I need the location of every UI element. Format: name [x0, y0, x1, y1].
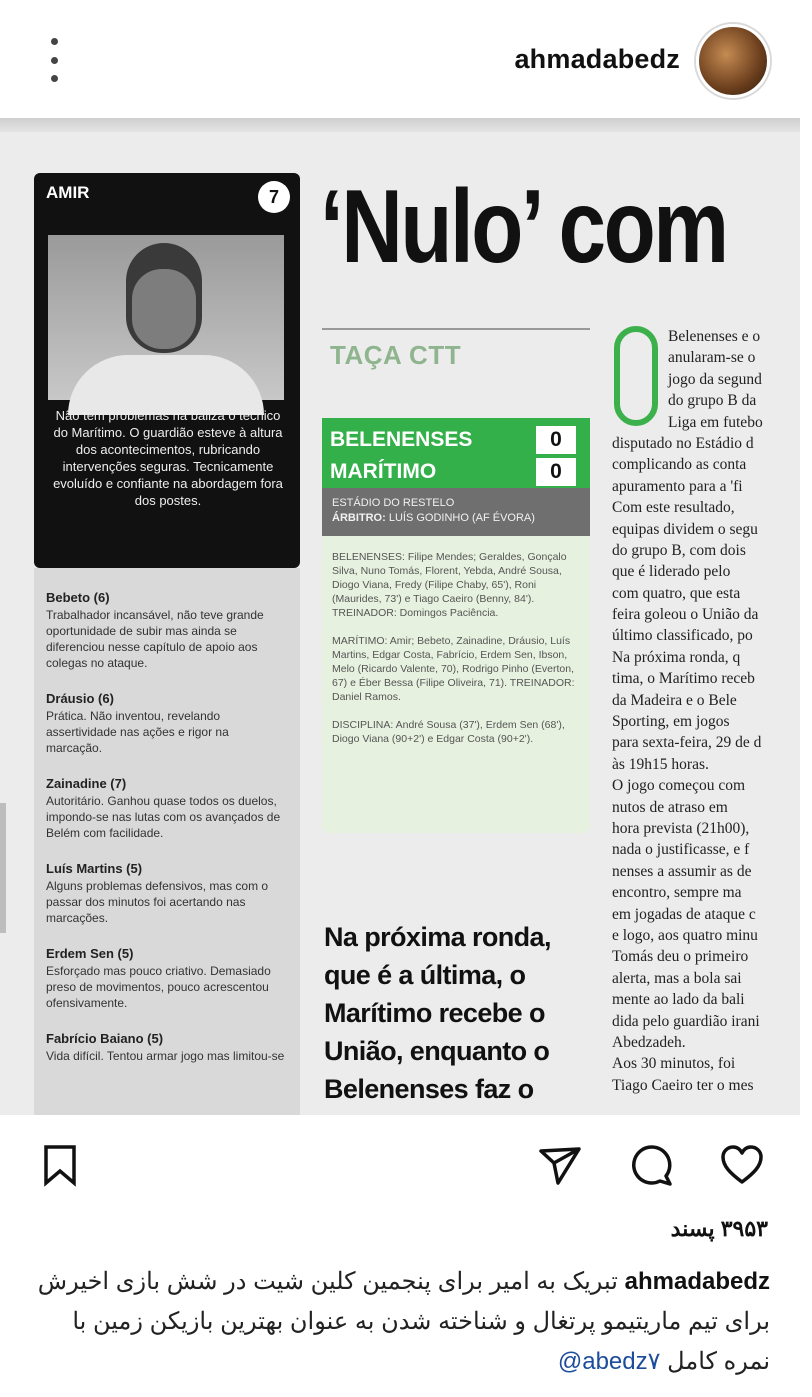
article-line: O jogo começou com — [612, 777, 746, 795]
player-name: Luís Martins (5) — [46, 861, 143, 876]
caption-username[interactable]: ahmadabedz — [624, 1268, 770, 1295]
page-edge — [0, 118, 800, 132]
article-line: em jogadas de ataque c — [612, 905, 756, 923]
more-options-icon[interactable] — [44, 38, 64, 82]
player-review: Trabalhador incansável, não teve grande oportunidade de subir mas ainda se diferenciou nesse capítulo de apoio aos colegas no ataque. — [46, 608, 264, 670]
player-photo — [48, 235, 284, 400]
player-name: Dráusio (6) — [46, 691, 114, 706]
referee-label: ÁRBITRO: — [332, 512, 386, 524]
player-review: Alguns problemas defensivos, mas com o passar dos minutos foi acertando nas marcações. — [46, 879, 269, 925]
article-line: Aos 30 minutos, foi — [612, 1055, 736, 1073]
article-line: com quatro, que esta — [612, 584, 741, 602]
bookmark-icon[interactable] — [38, 1143, 82, 1187]
article-line: Belenenses e o — [668, 328, 761, 345]
article-body — [612, 328, 812, 1098]
article-line: apuramento para a 'fi — [612, 477, 743, 495]
article-line: para sexta-feira, 29 de d — [612, 734, 762, 752]
match-info — [322, 488, 590, 536]
share-icon[interactable] — [538, 1143, 582, 1187]
article-line: tima, o Marítimo receb — [612, 670, 755, 688]
article-headline: ‘Nulo’ com — [320, 169, 727, 285]
article-line: nutos de atraso em — [612, 798, 728, 816]
article-line: Liga em futebo — [668, 413, 763, 431]
referee-line — [332, 511, 580, 526]
article-line: feira goleou o União da — [612, 606, 759, 624]
article-line: e logo, aos quatro minu — [612, 926, 758, 944]
avatar[interactable] — [696, 24, 770, 98]
article-line: que é liderado pelo — [612, 563, 731, 581]
player-name: Zainadine (7) — [46, 776, 127, 791]
home-team-name: BELENENSES — [330, 428, 473, 451]
referee-name: LUÍS GODINHO (AF ÉVORA) — [388, 512, 535, 524]
list-item — [46, 776, 288, 841]
match-scorebox — [322, 418, 590, 833]
profile-description: Não tem problemas na baliza o técnico do Marítimo. O guardião esteve à altura dos acontecimentos, rubricando intervenções seguras. Tecnicamente evoluído e confiante na abordagem fora dos postes. — [53, 408, 283, 508]
article-line: último classificado, po — [612, 627, 753, 645]
player-review: Prática. Não inventou, revelando assertividade nas ações e rigor na marcação. — [46, 709, 229, 755]
away-team-name: MARÍTIMO — [330, 460, 437, 483]
article-line: Sporting, em jogos — [612, 713, 730, 731]
list-item — [46, 861, 288, 926]
home-team-row — [330, 424, 582, 454]
player-profile-card — [34, 173, 300, 568]
post-image[interactable] — [0, 118, 800, 1115]
article-line: do grupo B, com dois — [612, 541, 746, 559]
player-review: Vida difícil. Tentou armar jogo mas limitou-se — [46, 1049, 285, 1063]
comment-icon[interactable] — [630, 1143, 674, 1187]
article-line: complicando as conta — [612, 456, 747, 474]
lineups — [332, 550, 582, 760]
list-item — [46, 946, 288, 1011]
post-actions-bar — [0, 1115, 800, 1210]
list-item — [46, 691, 288, 756]
article-line: dida pelo guardião irani — [612, 1012, 760, 1030]
post-caption — [30, 1262, 770, 1382]
player-name: Fabrício Baiano (5) — [46, 1031, 164, 1046]
list-item — [46, 1031, 288, 1064]
article-line: Tomás deu o primeiro — [612, 948, 749, 966]
profile-name: AMIR — [46, 183, 90, 202]
article-line: equipas dividem o segu — [612, 520, 758, 538]
stadium-name: ESTÁDIO DO RESTELO — [332, 497, 455, 509]
caption-text: تبریک به امیر برای پنجمین کلین شیت در شش بازی اخیرش برای تیم ماریتیمو پرتغال و شناخته شدن به عنوان بهترین بازیکن زمین با نمره کامل — [37, 1268, 770, 1375]
score-header — [322, 418, 590, 488]
caption-mention[interactable]: @abedz۷ — [557, 1348, 661, 1375]
page-fold-shadow — [0, 803, 6, 933]
pull-quote: Na próxima ronda, que é a última, o Marítimo recebe o União, enquanto o Belenenses faz o — [324, 922, 551, 1104]
rating-badge: 7 — [258, 181, 290, 213]
article-line: disputado no Estádio d — [612, 434, 754, 452]
like-count[interactable]: ۳۹۵۳ پسند — [670, 1216, 768, 1241]
article-line: anularam-se o — [668, 349, 756, 367]
post-header — [0, 0, 800, 118]
article-line: do grupo B da — [668, 392, 757, 410]
maritimo-lineup: MARÍTIMO: Amir; Bebeto, Zainadine, Dráusio, Luís Martins, Edgar Costa, Fabrício, Erdem Sen, Ibson, Melo (Ricardo Valente, 70), Rodrigo Pinho (Everton, 67) e Éber Bessa (Filipe Oliveira, 71). TREINADOR: Daniel Ramos. — [332, 635, 575, 703]
player-name: Erdem Sen (5) — [46, 946, 134, 961]
away-team-row — [330, 456, 582, 486]
player-review: Esforçado mas pouco criativo. Demasiado preso de movimentos, pouco acrescentou ofensivamente. — [46, 964, 271, 1010]
article-line: Na próxima ronda, q — [612, 648, 741, 666]
divider — [322, 328, 590, 330]
away-team-score: 0 — [536, 458, 576, 486]
player-review: Autoritário. Ganhou quase todos os duelos, impondo-se nas lutas com os avançados de Belém com facilidade. — [46, 794, 281, 840]
player-name: Bebeto (6) — [46, 590, 110, 605]
heart-icon[interactable] — [720, 1143, 764, 1187]
article-line: nada o justificasse, e f — [612, 841, 750, 859]
discipline: DISCIPLINA: André Sousa (37'), Erdem Sen (68'), Diogo Viana (90+2') e Edgar Costa (90+2'). — [332, 719, 565, 745]
article-line: Abedzadeh. — [612, 1033, 686, 1051]
article-line: Tiago Caeiro ter o mes — [612, 1076, 754, 1094]
article-line: encontro, sempre ma — [612, 884, 742, 902]
article-line: Com este resultado, — [612, 499, 735, 517]
list-item — [46, 590, 288, 671]
article-line: nenses a assumir as de — [612, 862, 752, 880]
competition-label: TAÇA CTT — [330, 340, 462, 370]
post-username[interactable]: ahmadabedz — [514, 44, 680, 74]
article-line: às 19h15 horas. — [612, 755, 709, 773]
home-team-score: 0 — [536, 426, 576, 454]
article-line: alerta, mas a bola sai — [612, 969, 742, 987]
belenenses-lineup: BELENENSES: Filipe Mendes; Geraldes, Gonçalo Silva, Nuno Tomás, Florent, Yebda, André Sousa, Diogo Viana, Fredy (Filipe Chaby, 65'), Roni (Maurides, 73') e Tiago Caeiro (Benny, 84'). TREINADOR: Domingos Paciência. — [332, 551, 567, 619]
article-line: da Madeira e o Bele — [612, 691, 737, 709]
player-ratings-list — [34, 568, 300, 1115]
article-line: hora prevista (21h00), — [612, 819, 750, 837]
article-line: jogo da segund — [668, 370, 762, 388]
article-line: mente ao lado da bali — [612, 991, 745, 1009]
